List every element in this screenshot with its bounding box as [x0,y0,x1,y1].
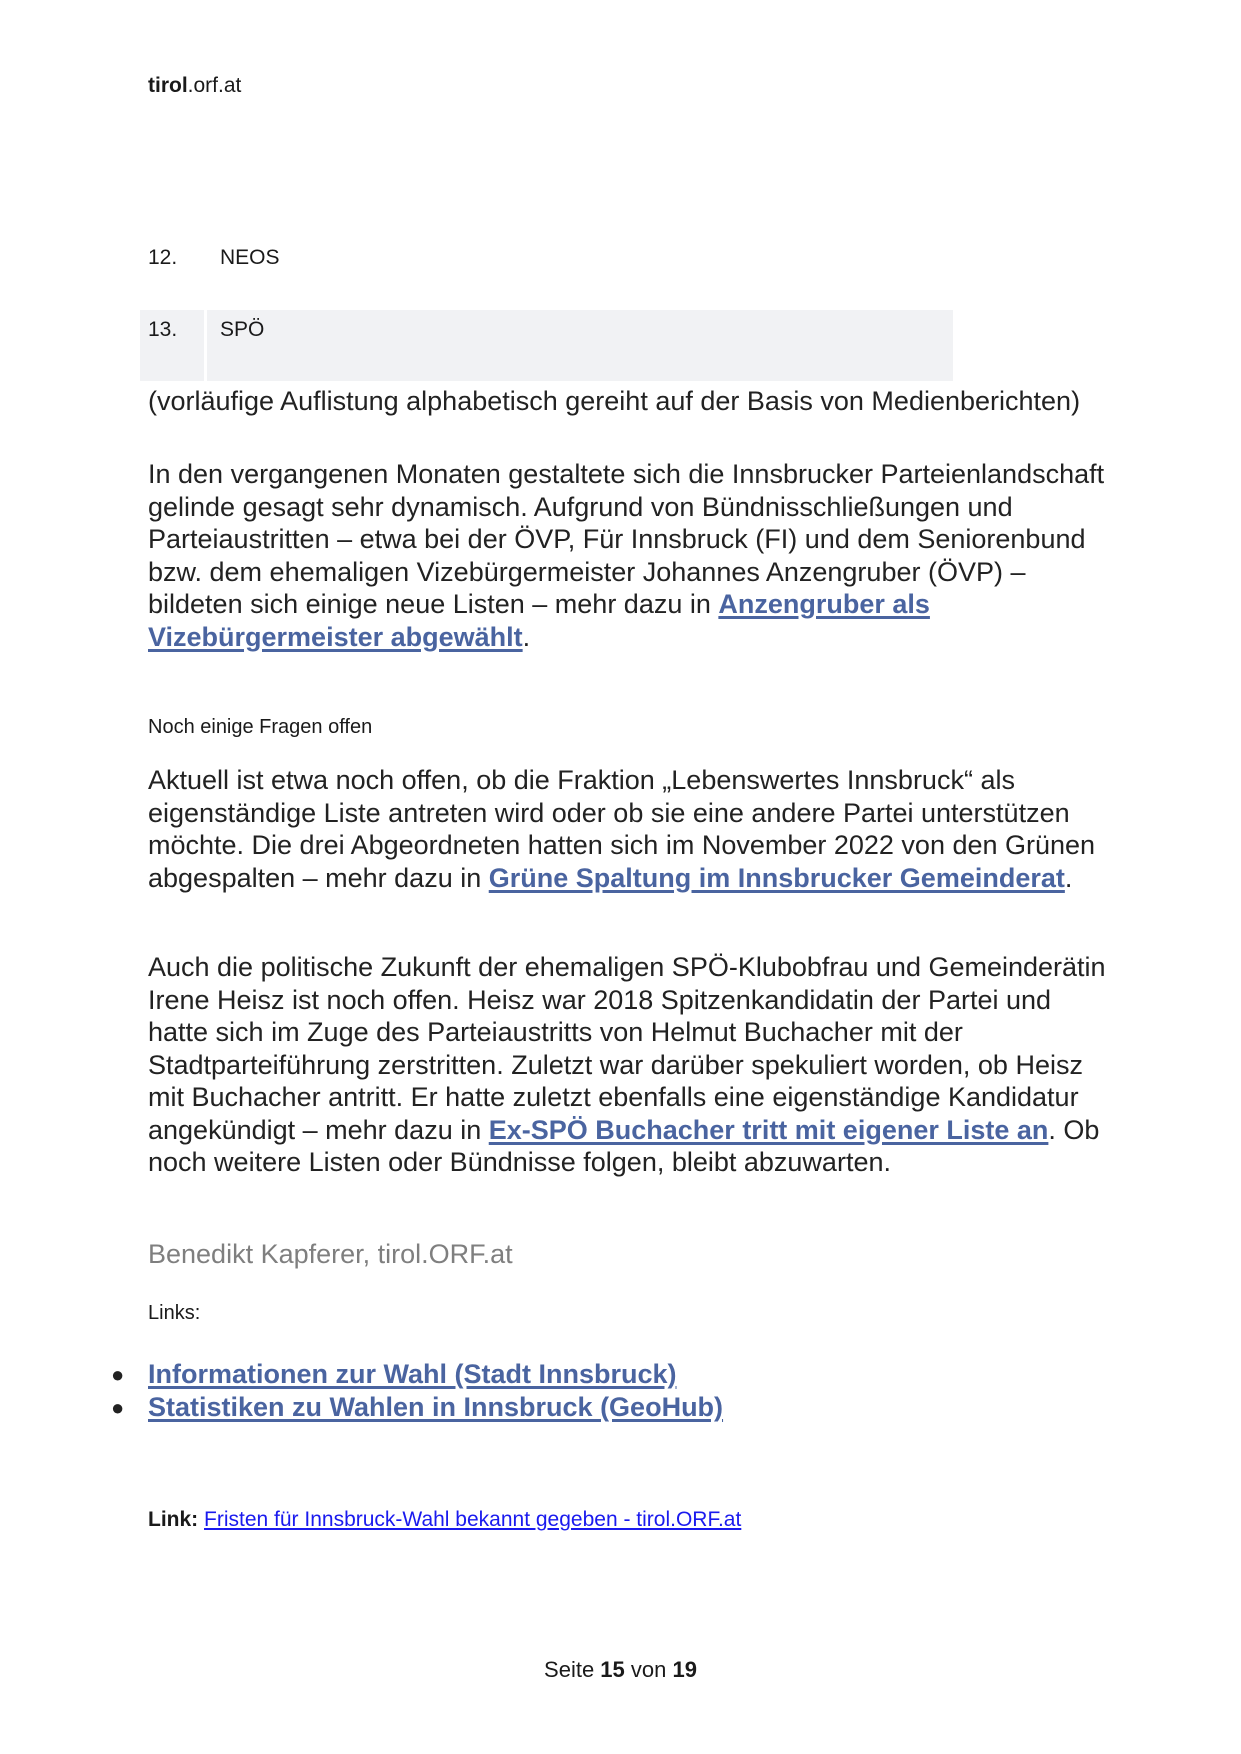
subheading: Noch einige Fragen offen [148,716,373,738]
list-item [140,310,953,381]
links-label: Links: [148,1302,201,1324]
paragraph: Aktuell ist etwa noch offen, ob die Fraktion „Lebenswertes Innsbruck“ als eigenständige Liste antreten wird oder ob sie eine andere Partei unterstützen möchte. Die drei Abgeordneten hatten sich im November 2022 von den Grünen abgespalten – mehr dazu in Grüne Spaltung im Innsbrucker Gemeinderat. [148,765,1096,893]
article-link[interactable]: Grüne Spaltung im Innsbrucker Gemeinderat [488,862,1065,893]
bullet-icon: ● [111,1362,125,1387]
list-item [111,1358,723,1391]
site-header: tirol.orf.at [148,74,242,97]
article-link[interactable]: Ex-SPÖ Buchacher tritt mit eigener Liste an [488,1114,1049,1145]
list-party: SPÖ [220,318,265,341]
cell-divider [204,310,207,381]
links-list [111,1358,724,1424]
list-item [140,246,953,276]
list-number: 12. [148,246,178,269]
list-item [111,1391,724,1424]
page-footer: Seite 15 von 19 [544,1657,697,1682]
external-link[interactable]: Statistiken zu Wahlen in Innsbruck (GeoHub) [148,1392,724,1422]
list-party: NEOS [220,246,280,269]
source-link-line: Link: Fristen für Innsbruck-Wahl bekannt gegeben - tirol.ORF.at [148,1508,742,1531]
author-credit: Benedikt Kapferer, tirol.ORF.at [148,1239,513,1269]
list-number: 13. [148,318,178,341]
list-note: (vorläufige Auflistung alphabetisch gereiht auf der Basis von Medienberichten) [148,386,1081,416]
paragraph: Auch die politische Zukunft der ehemaligen SPÖ-Klubobfrau und Gemeinderätin Irene Heisz ist noch offen. Heisz war 2018 Spitzenkandidatin der Partei und hatte sich im Zuge des Parteiaustritts von Helmut Buchacher mit der Stadtparteiführung zerstritten. Zuletzt war darüber spekuliert worden, ob Heisz mit Buchacher antritt. Er hatte zuletzt ebenfalls eine eigenständige Kandidatur angekündigt – mehr dazu in Ex-SPÖ Buchacher tritt mit eigener Liste an. Ob noch weitere Listen oder Bündnisse folgen, bleibt abzuwarten. [148,952,1106,1177]
paragraph: In den vergangenen Monaten gestaltete sich die Innsbrucker Parteienlandschaft gelinde gesagt sehr dynamisch. Aufgrund von Bündnisschließungen und Parteiaustritten – etwa bei der ÖVP, Für Innsbruck (FI) und dem Seniorenbund bzw. dem ehemaligen Vizebürgermeister Johannes Anzengruber (ÖVP) – bildeten sich einige neue Listen – mehr dazu in Anzengruber als Vizebürgermeister abgewählt. [148,459,1105,652]
source-link[interactable]: Fristen für Innsbruck-Wahl bekannt gegeben - tirol.ORF.at [204,1508,742,1531]
article-link[interactable]: Anzengruber als Vizebürgermeister abgewählt [148,589,930,652]
bullet-icon: ● [111,1395,125,1420]
external-link[interactable]: Informationen zur Wahl (Stadt Innsbruck) [148,1359,677,1389]
